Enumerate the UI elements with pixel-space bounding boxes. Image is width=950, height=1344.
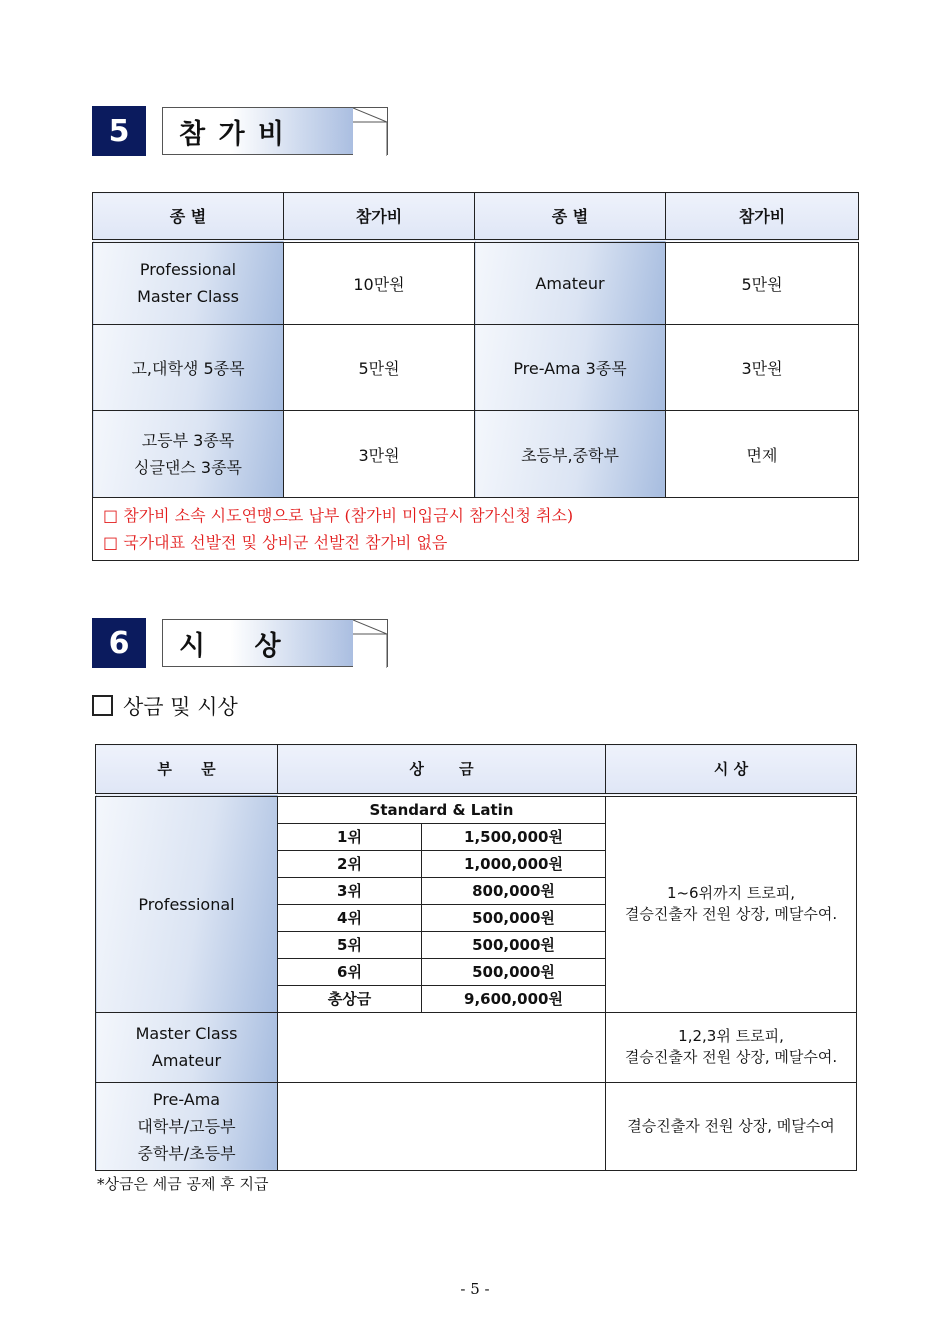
rank-cell: 1위 bbox=[278, 823, 422, 850]
division-pre-ama bbox=[96, 1082, 278, 1170]
prize-table bbox=[95, 744, 857, 1171]
fee-category-cell: 고,대학생 5종목 bbox=[93, 325, 284, 411]
section-number-5: 5 bbox=[92, 106, 146, 156]
fee-table bbox=[92, 192, 859, 561]
division-line: 대학부/고등부 bbox=[137, 1116, 236, 1136]
fee-note-line: □ 참가비 소속 시도연맹으로 납부 (참가비 미입금시 참가신청 취소) bbox=[103, 506, 574, 525]
fee-notes bbox=[93, 498, 859, 561]
amount-cell: 500,000원 bbox=[422, 931, 606, 958]
division-line: Master Class bbox=[135, 1024, 238, 1043]
division-line: 중학부/초등부 bbox=[137, 1143, 236, 1163]
rank-cell: 3위 bbox=[278, 877, 422, 904]
award-line: 1,2,3위 트로피, bbox=[678, 1027, 784, 1045]
fee-header-category-2: 종 별 bbox=[475, 193, 666, 241]
division-line: Pre-Ama bbox=[152, 1089, 221, 1109]
division-line: Amateur bbox=[151, 1051, 222, 1070]
prize-header-division: 부 문 bbox=[96, 745, 278, 795]
fee-header-fee-1: 참가비 bbox=[284, 193, 475, 241]
fee-category-cell: 초등부,중학부 bbox=[475, 411, 666, 498]
division-professional: Professional bbox=[96, 795, 278, 1013]
fee-category-line: Professional bbox=[139, 260, 237, 280]
award-pre-ama: 결승진출자 전원 상장, 메달수여 bbox=[606, 1082, 857, 1170]
fee-category-cell bbox=[93, 411, 284, 498]
fee-value-cell: 10만원 bbox=[284, 241, 475, 325]
rank-cell: 6위 bbox=[278, 958, 422, 985]
fee-value-cell: 5만원 bbox=[666, 241, 859, 325]
fee-header-category-1: 종 별 bbox=[93, 193, 284, 241]
prize-empty-cell bbox=[278, 1012, 606, 1082]
section-title-fee-text: 참 가 비 bbox=[179, 118, 287, 150]
prize-subtitle bbox=[92, 691, 238, 721]
fee-value-cell: 3만원 bbox=[666, 325, 859, 411]
rank-cell: 2위 bbox=[278, 850, 422, 877]
prize-header-award: 시 상 bbox=[606, 745, 857, 795]
folded-corner-icon bbox=[353, 108, 387, 156]
fee-category-line: 고등부 3종목 bbox=[141, 431, 235, 450]
division-master-amateur bbox=[96, 1012, 278, 1082]
amount-cell: 500,000원 bbox=[422, 958, 606, 985]
fee-category-cell: Pre-Ama 3종목 bbox=[475, 325, 666, 411]
amount-cell-total: 9,600,000원 bbox=[422, 985, 606, 1012]
fee-row bbox=[93, 325, 859, 411]
prize-header-prize: 상 금 bbox=[278, 745, 606, 795]
amount-cell: 500,000원 bbox=[422, 904, 606, 931]
fee-row bbox=[93, 241, 859, 325]
fee-value-cell: 3만원 bbox=[284, 411, 475, 498]
page-number: - 5 - bbox=[460, 1280, 490, 1298]
rank-cell: 4위 bbox=[278, 904, 422, 931]
fee-row bbox=[93, 411, 859, 498]
fee-category-cell: Amateur bbox=[475, 241, 666, 325]
fee-category-line: Master Class bbox=[137, 287, 239, 307]
fee-header-fee-2: 참가비 bbox=[666, 193, 859, 241]
fee-category-cell bbox=[93, 241, 284, 325]
section-title-award-text: 시 상 bbox=[179, 630, 283, 662]
fee-value-cell: 면제 bbox=[666, 411, 859, 498]
amount-cell: 1,500,000원 bbox=[422, 823, 606, 850]
section-title-fee bbox=[162, 107, 388, 155]
amount-cell: 1,000,000원 bbox=[422, 850, 606, 877]
amount-cell: 800,000원 bbox=[422, 877, 606, 904]
footnote: *상금은 세금 공제 후 지급 bbox=[97, 1175, 269, 1193]
prize-subtitle-text: 상금 및 시상 bbox=[123, 695, 238, 719]
award-line: 결승진출자 전원 상장, 메달수여. bbox=[624, 905, 838, 923]
award-master-amateur bbox=[606, 1012, 857, 1082]
award-line: 결승진출자 전원 상장, 메달수여. bbox=[624, 1048, 838, 1066]
award-line: 1~6위까지 트로피, bbox=[666, 884, 796, 902]
fee-note-line: □ 국가대표 선발전 및 상비군 선발전 참가비 없음 bbox=[103, 533, 448, 552]
prize-empty-cell bbox=[278, 1082, 606, 1170]
folded-corner-icon bbox=[353, 620, 387, 668]
fee-value-cell: 5만원 bbox=[284, 325, 475, 411]
rank-cell: 5위 bbox=[278, 931, 422, 958]
section-number-6: 6 bbox=[92, 618, 146, 668]
rank-cell-total: 총상금 bbox=[278, 985, 422, 1012]
checkbox-square-icon bbox=[92, 695, 113, 716]
section-title-award bbox=[162, 619, 388, 667]
style-header: Standard & Latin bbox=[278, 795, 606, 824]
award-professional bbox=[606, 795, 857, 1013]
fee-category-line: 싱글댄스 3종목 bbox=[133, 458, 242, 477]
